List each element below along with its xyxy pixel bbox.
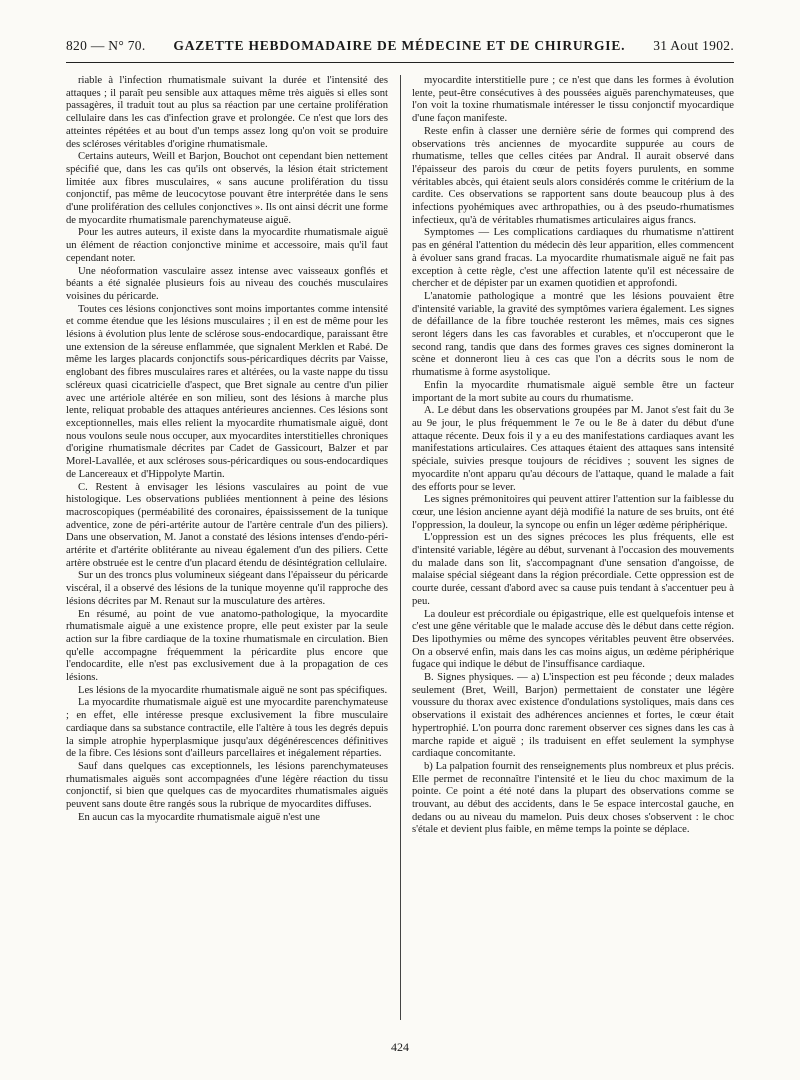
paragraph: En résumé, au point de vue anatomo-pathologique, la myocardite rhumatismale aiguë a une existence propre, elle peut exister par la seule action sur la fibre cardiaque de la toxine rhumatismale en circulation. Bien qu'elle accompagne fréquemment la péricardite plus encore que l'endocardite, elle n'est pas exclusivement due à la propagation de ces lésions. [66, 608, 388, 684]
column-divider [400, 75, 401, 1020]
folio-number: 424 [391, 1040, 409, 1054]
paragraph: Certains auteurs, Weill et Barjon, Bouchot ont cependant bien nettement spécifié que, dans les cas qu'ils ont observés, la lésion était strictement limitée aux fibres musculaires, « sans aucune prolifération du tissu conjonctif, pas même de leucocytose pouvant être interprétée dans le sens d'une prolifération des cellules conjonctives ». Ils ont ainsi décrit une forme de myocardite rhumatismale parenchymateuse aiguë. [66, 151, 388, 226]
paragraph: Les signes prémonitoires qui peuvent attirer l'attention sur la faiblesse du cœur, une lésion ancienne ayant déjà modifié la nature de ses bruits, ont été l'oppression, la douleur, la syncope ou enfin un léger œdème périphérique. [411, 494, 734, 531]
left-column [66, 75, 388, 1025]
paragraph: Sauf dans quelques cas exceptionnels, les lésions parenchymateuses rhumatismales aiguës sont accompagnées d'une légère réaction du tissu conjonctif, si bien que quelques cas de myocardites rhumatismales aiguës peuvent sans doute être rangés sous la rubrique de myocardites diffuses. [66, 760, 388, 811]
paragraph: Toutes ces lésions conjonctives sont moins importantes comme intensité et comme étendue que les lésions musculaires ; il en est de même pour les lésions à évolution plus lente de sclérose sous-endocardique, paraissant être une extension de la séreuse enflammée, que signalent Merklen et Rabé. De même les larges placards conjonctifs sous-péricardiques décrits par Vaisse, englobant des fibres musculaires rares et altérées, ou la vaste nappe du tissu scléreux quasi cicatricielle d'aspect, que Bret signale au centre d'un pilier avec une artériole altérée en son milieu, sont des lésions à marche plus lente, reliquat probable des attaques antérieures anciennes. Ces lésions sont exceptionnelles, mais elles relient la myocardite rhumatismale aiguë, dont nous voulons seule nous occuper, aux myocardites interstitielles chroniques d'origine rhumatismale décrites par Cadet de Gassicourt, Balzer et par Morel-Lavallée, et aux scléroses sous-péricardiques ou sous-endocardiques de Lancereaux et d'Hippolyte Martin. [66, 303, 388, 480]
journal-title: GAZETTE HEBDOMADAIRE DE MÉDECINE ET DE CHIRURGIE. [173, 38, 626, 53]
paragraph: Les lésions de la myocardite rhumatismale aiguë ne sont pas spécifiques. [78, 684, 388, 696]
paragraph: myocardite interstitielle pure ; ce n'est que dans les formes à évolution lente, peut-être consécutives à des poussées aiguës parenchymateuses, que l'on voit la toxine rhumatismale intéresser le tissu conjonctif myocardique d'une façon manifeste. [411, 75, 734, 125]
right-column [412, 75, 734, 1025]
paragraph: Pour les autres auteurs, il existe dans la myocardite rhumatismale aiguë un élément de réaction conjonctive minime et accessoire, mais qu'il faut cependant noter. [66, 227, 388, 264]
page-issue-number: 820 — N° 70. [66, 38, 146, 53]
paragraph: L'oppression est un des signes précoces les plus fréquents, elle est d'intensité variable, légère au début, survenant à l'occasion des mouvements du malade dans son lit, s'accompagnant d'une sensation d'angoisse, de malaise spécial siégeant dans la région précordiale. Cette oppression est de courte durée, cessant d'abord avec sa cause puis tendant à s'accentuer peu à peu. [411, 532, 734, 607]
paragraph: La myocardite rhumatismale aiguë est une myocardite parenchymateuse ; en effet, elle intéresse presque exclusivement la fibre musculaire cardiaque dans sa substance contractile, elle l'altère à tous les degrés depuis la simple atrophie hyperplasmique jusqu'aux dégénérescences définitives de la fibre. Ces lésions sont d'ailleurs parcellaires et inégalement réparties. [66, 697, 388, 760]
paragraph: Une néoformation vasculaire assez intense avec vaisseaux gonflés et béants a été signalée plusieurs fois au niveau des couchés musculaires voisines du péricarde. [66, 265, 388, 302]
text-columns [66, 75, 734, 1025]
paragraph: Reste enfin à classer une dernière série de formes qui comprend des observations très anciennes de myocardite suppurée au cours de rhumatisme, telles que celles citées par Andral. Il aurait observé dans l'épaisseur des parois du cœur de petits foyers purulents, en somme véritables abcès, qui étaient seuls alors considérés comme le critérium de la cardite. Ces observations se rapportent sans doute beaucoup plus à des infections pyohémiques avec arthropathies, ou à des pseudo-rhumatismes infectieux, qu'à de véritables rhumatismes articulaires aigus francs. [411, 125, 734, 226]
paragraph: En aucun cas la myocardite rhumatismale aiguë n'est une [78, 811, 320, 823]
paragraph: La douleur est précordiale ou épigastrique, elle est quelquefois intense et c'est une gêne véritable que le malade accuse dès le début dans cette région. Des lipothymies ou même des syncopes véritables peuvent être observées. On a observé enfin, mais dans les cas moins aigus, un œdème périphérique fugace qui indique le début de l'insuffisance cardiaque. [411, 608, 734, 671]
paragraph: A. Le début dans les observations groupées par M. Janot s'est fait du 3e au 9e jour, le plus fréquemment le 7e ou le 8e à dater du début d'une attaque récente. Deux fois il y a eu des manifestations cardiaques avant les manifestations articulaires. Ces attaques étaient des attaques sans intensité spéciale, suivies presque toujours de récidives ; souvent les signes de myocardite n'ont apparu qu'au décours de l'attaque, quand le malade a fait des efforts pour se lever. [411, 405, 734, 493]
running-header [66, 38, 734, 63]
paragraph: b) La palpation fournit des renseignements plus nombreux et plus précis. Elle permet de reconnaître l'intensité et le lieu du choc maximum de la pointe. Ce point a été noté dans la plupart des observations comme se trouvant, au début des accidents, dans le 5e espace intercostal gauche, en dedans ou au niveau du mamelon. Puis deux choses s'observent : le choc s'étale et devient plus faible, en même temps la pointe se déplace. [411, 760, 734, 836]
issue-date: 31 Aout 1902. [653, 38, 734, 53]
paragraph: B. Signes physiques. — a) L'inspection est peu féconde ; deux malades seulement (Bret, Weill, Barjon) permettaient de constater une légère voussure du thorax avec existence d'ondulations systoliques, mais dans ces observations il existait des adhérences anciennes et fortes, le cœur était hypertrophié. L'on pourra donc rarement observer ces signes dans les cas à marche rapide et aiguë ; ils traduisent en effet seulement la symphyse cardiaque concomitante. [411, 672, 734, 760]
paragraph: Sur un des troncs plus volumineux siégeant dans l'épaisseur du péricarde viscéral, il a observé des lésions de la tunique moyenne qu'il rapproche des lésions décrites par M. Renaut sur la musculature des artères. [66, 570, 388, 607]
paragraph: Symptomes — Les complications cardiaques du rhumatisme n'attirent pas en général l'attention du médecin dès leur apparition, elles commencent à évoluer sans grand fracas. La myocardite rhumatismale aiguë ne fait pas exception à cette règle, c'est une affection latente qu'il est nécessaire de chercher et de dépister par un examen quotidien et approfondi. [411, 227, 734, 290]
paragraph: L'anatomie pathologique a montré que les lésions pouvaient être d'intensité variable, la gravité des symptômes variera également. Les signes de défaillance de la fibre touchée resteront les mêmes, mais ces signes seront légers dans les cas favorables et curables, et n'occuperont que le second rang, tandis que dans des formes graves ces signes domineront la scène et donneront lieu à ces cas que l'on a décrits sous le nom de rhumatisme à forme asystolique. [411, 290, 734, 379]
paragraph: C. Restent à envisager les lésions vasculaires au point de vue histologique. Les observations publiées mentionnent à peine des lésions macroscopiques (perméabilité des coronaires, épaississement de la tunique adventice, zone de péri-artérite autour de l'artère centrale d'un des piliers). Dans une observation, M. Janot a constaté des lésions intenses d'endo-péri-artérite et d'artérite oblitérante au niveau également d'un des piliers. Cette artère obstruée est le centre d'un placard étendu de désintégration cellulaire. [66, 481, 388, 569]
paragraph: Enfin la myocardite rhumatismale aiguë semble être un facteur important de la mort subite au cours du rhumatisme. [411, 379, 734, 404]
paragraph: riable à l'infection rhumatismale suivant la durée et l'intensité des attaques ; il paraît peu sensible aux attaques même très aiguës si elles sont passagères, il traduit tout au plus sa réaction par une certaine prolifération cellulaire dans les cas d'infection grave et prolongée. Ce n'est que lors des atteintes répétées et au bout d'un temps assez long qu'on voit se produire des scléroses véritables d'origine rhumatismale. [66, 75, 388, 150]
